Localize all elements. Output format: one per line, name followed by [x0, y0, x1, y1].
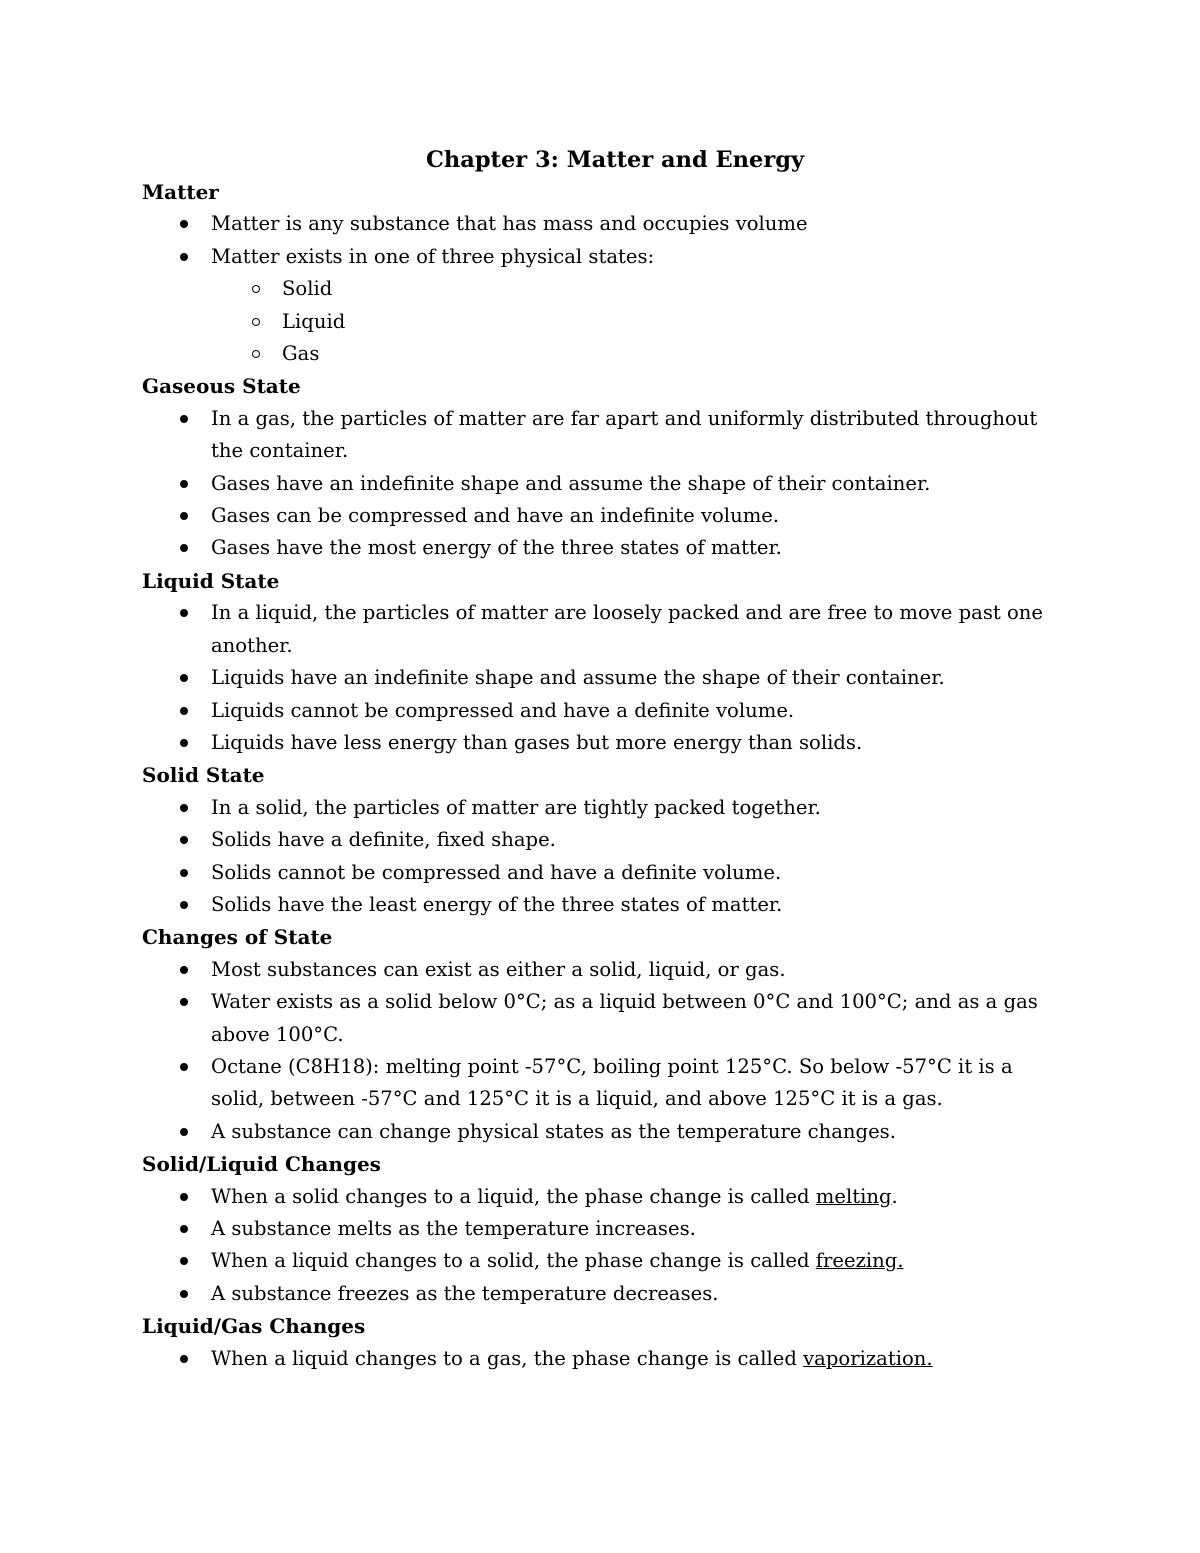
sub-list-item-text: Gas — [282, 342, 320, 366]
list-item-text: When a solid changes to a liquid, the phase change is called — [211, 1184, 816, 1208]
bullet-icon — [180, 739, 188, 747]
sub-list — [142, 273, 1072, 370]
bullet-icon — [180, 1290, 188, 1298]
list-item-text: Solids have a definite, fixed shape. — [211, 828, 556, 852]
list-item — [142, 1278, 1072, 1310]
bullet-icon — [180, 1193, 188, 1201]
list-item-text: In a gas, the particles of matter are far apart and uniformly distributed throughout the container. — [211, 406, 1038, 463]
underlined-term: melting — [815, 1184, 892, 1208]
section-heading: Liquid State — [142, 568, 280, 593]
bullet-list — [142, 403, 1072, 565]
list-item — [142, 500, 1072, 532]
hollow-bullet-icon — [252, 318, 260, 326]
section-heading: Changes of State — [142, 925, 333, 950]
hollow-bullet-icon — [252, 350, 260, 358]
bullet-list — [142, 1343, 1072, 1375]
list-item-text: Liquids have less energy than gases but more energy than solids. — [211, 730, 863, 754]
underlined-term: vaporization. — [803, 1346, 933, 1370]
list-item — [142, 857, 1072, 889]
list-item-text: In a solid, the particles of matter are tightly packed together. — [211, 795, 821, 819]
bullet-list — [142, 597, 1072, 759]
bullet-icon — [180, 707, 188, 715]
list-item-text: Liquids have an indefinite shape and assume the shape of their container. — [211, 666, 945, 690]
list-item — [142, 792, 1072, 824]
sub-list-item — [142, 306, 1072, 338]
list-item-text: Matter exists in one of three physical states: — [211, 244, 655, 268]
bullet-list — [142, 792, 1072, 922]
sub-list-item-text: Solid — [282, 277, 333, 301]
bullet-icon — [180, 415, 188, 423]
list-item-text: When a liquid changes to a solid, the phase change is called — [211, 1249, 816, 1273]
bullet-icon — [180, 480, 188, 488]
bullet-icon — [180, 253, 188, 261]
bullet-icon — [180, 804, 188, 812]
list-item — [142, 1051, 1072, 1116]
document-body — [142, 144, 1072, 1375]
list-item — [142, 1343, 1072, 1375]
list-item-text: In a liquid, the particles of matter are loosely packed and are free to move past one another. — [211, 601, 1044, 657]
list-item-text: Gases can be compressed and have an indefinite volume. — [211, 504, 780, 528]
bullet-icon — [180, 1225, 188, 1233]
bullet-icon — [180, 1128, 188, 1136]
list-item — [142, 889, 1072, 921]
bullet-icon — [180, 512, 188, 520]
list-item — [142, 824, 1072, 856]
list-item-text: Water exists as a solid below 0°C; as a liquid between 0°C and 100°C; and as a gas above 100°C. — [211, 990, 1038, 1046]
bullet-icon — [180, 869, 188, 877]
list-item — [142, 954, 1072, 986]
list-item-text: Gases have the most energy of the three states of matter. — [211, 536, 782, 560]
list-item — [142, 241, 1072, 273]
list-item-text: Most substances can exist as either a solid, liquid, or gas. — [211, 957, 786, 981]
list-item-suffix: . — [891, 1184, 898, 1208]
list-item — [142, 403, 1072, 468]
list-item-text: A substance freezes as the temperature decreases. — [211, 1281, 719, 1305]
list-item — [142, 1116, 1072, 1148]
list-item — [142, 695, 1072, 727]
list-item-text: Solids have the least energy of the three states of matter. — [211, 892, 783, 916]
list-item-text: Gases have an indefinite shape and assume the shape of their container. — [211, 471, 931, 495]
sub-list-item — [142, 338, 1072, 370]
sub-list-item-text: Liquid — [282, 309, 346, 333]
section-heading: Liquid/Gas Changes — [142, 1314, 366, 1339]
list-item — [142, 532, 1072, 564]
list-item-text: Matter is any substance that has mass and occupies volume — [211, 212, 808, 236]
bullet-list — [142, 208, 1072, 370]
list-item-text: A substance can change physical states as the temperature changes. — [211, 1119, 896, 1143]
list-item-text: Solids cannot be compressed and have a definite volume. — [211, 860, 782, 884]
list-item-text: When a liquid changes to a gas, the phase change is called — [211, 1346, 804, 1370]
bullet-icon — [180, 901, 188, 909]
sub-list-item — [142, 273, 1072, 305]
list-item — [142, 1213, 1072, 1245]
section-heading: Solid/Liquid Changes — [142, 1152, 381, 1177]
underlined-term: freezing. — [815, 1249, 904, 1273]
list-item — [142, 986, 1072, 1051]
list-item — [142, 1245, 1072, 1277]
list-item — [142, 208, 1072, 240]
list-item-text: A substance melts as the temperature increases. — [211, 1217, 696, 1240]
bullet-icon — [180, 1355, 188, 1363]
list-item — [142, 727, 1072, 759]
list-item — [142, 1181, 1072, 1213]
bullet-icon — [180, 609, 188, 617]
bullet-icon — [180, 220, 188, 228]
list-item — [142, 468, 1072, 500]
bullet-icon — [180, 998, 188, 1006]
list-item-text: Octane (C8H18): melting point -57°C, boiling point 125°C. So below -57°C it is a solid, between -57°C and 125°C it is a liquid, and above 125°C it is a gas. — [211, 1054, 1013, 1111]
bullet-icon — [180, 674, 188, 682]
hollow-bullet-icon — [252, 285, 260, 293]
list-item-text: Liquids cannot be compressed and have a definite volume. — [211, 698, 795, 722]
bullet-icon — [180, 836, 188, 844]
bullet-list — [142, 1181, 1072, 1311]
bullet-icon — [180, 1063, 188, 1071]
bullet-icon — [180, 966, 188, 974]
section-heading: Matter — [142, 180, 219, 204]
bullet-icon — [180, 544, 188, 552]
section-heading: Gaseous State — [142, 374, 301, 399]
section-heading: Solid State — [142, 763, 265, 788]
bullet-list — [142, 954, 1072, 1148]
list-item — [142, 662, 1072, 694]
bullet-icon — [180, 1257, 188, 1265]
list-item — [142, 597, 1072, 662]
page-title: Chapter 3: Matter and Energy — [425, 147, 805, 173]
